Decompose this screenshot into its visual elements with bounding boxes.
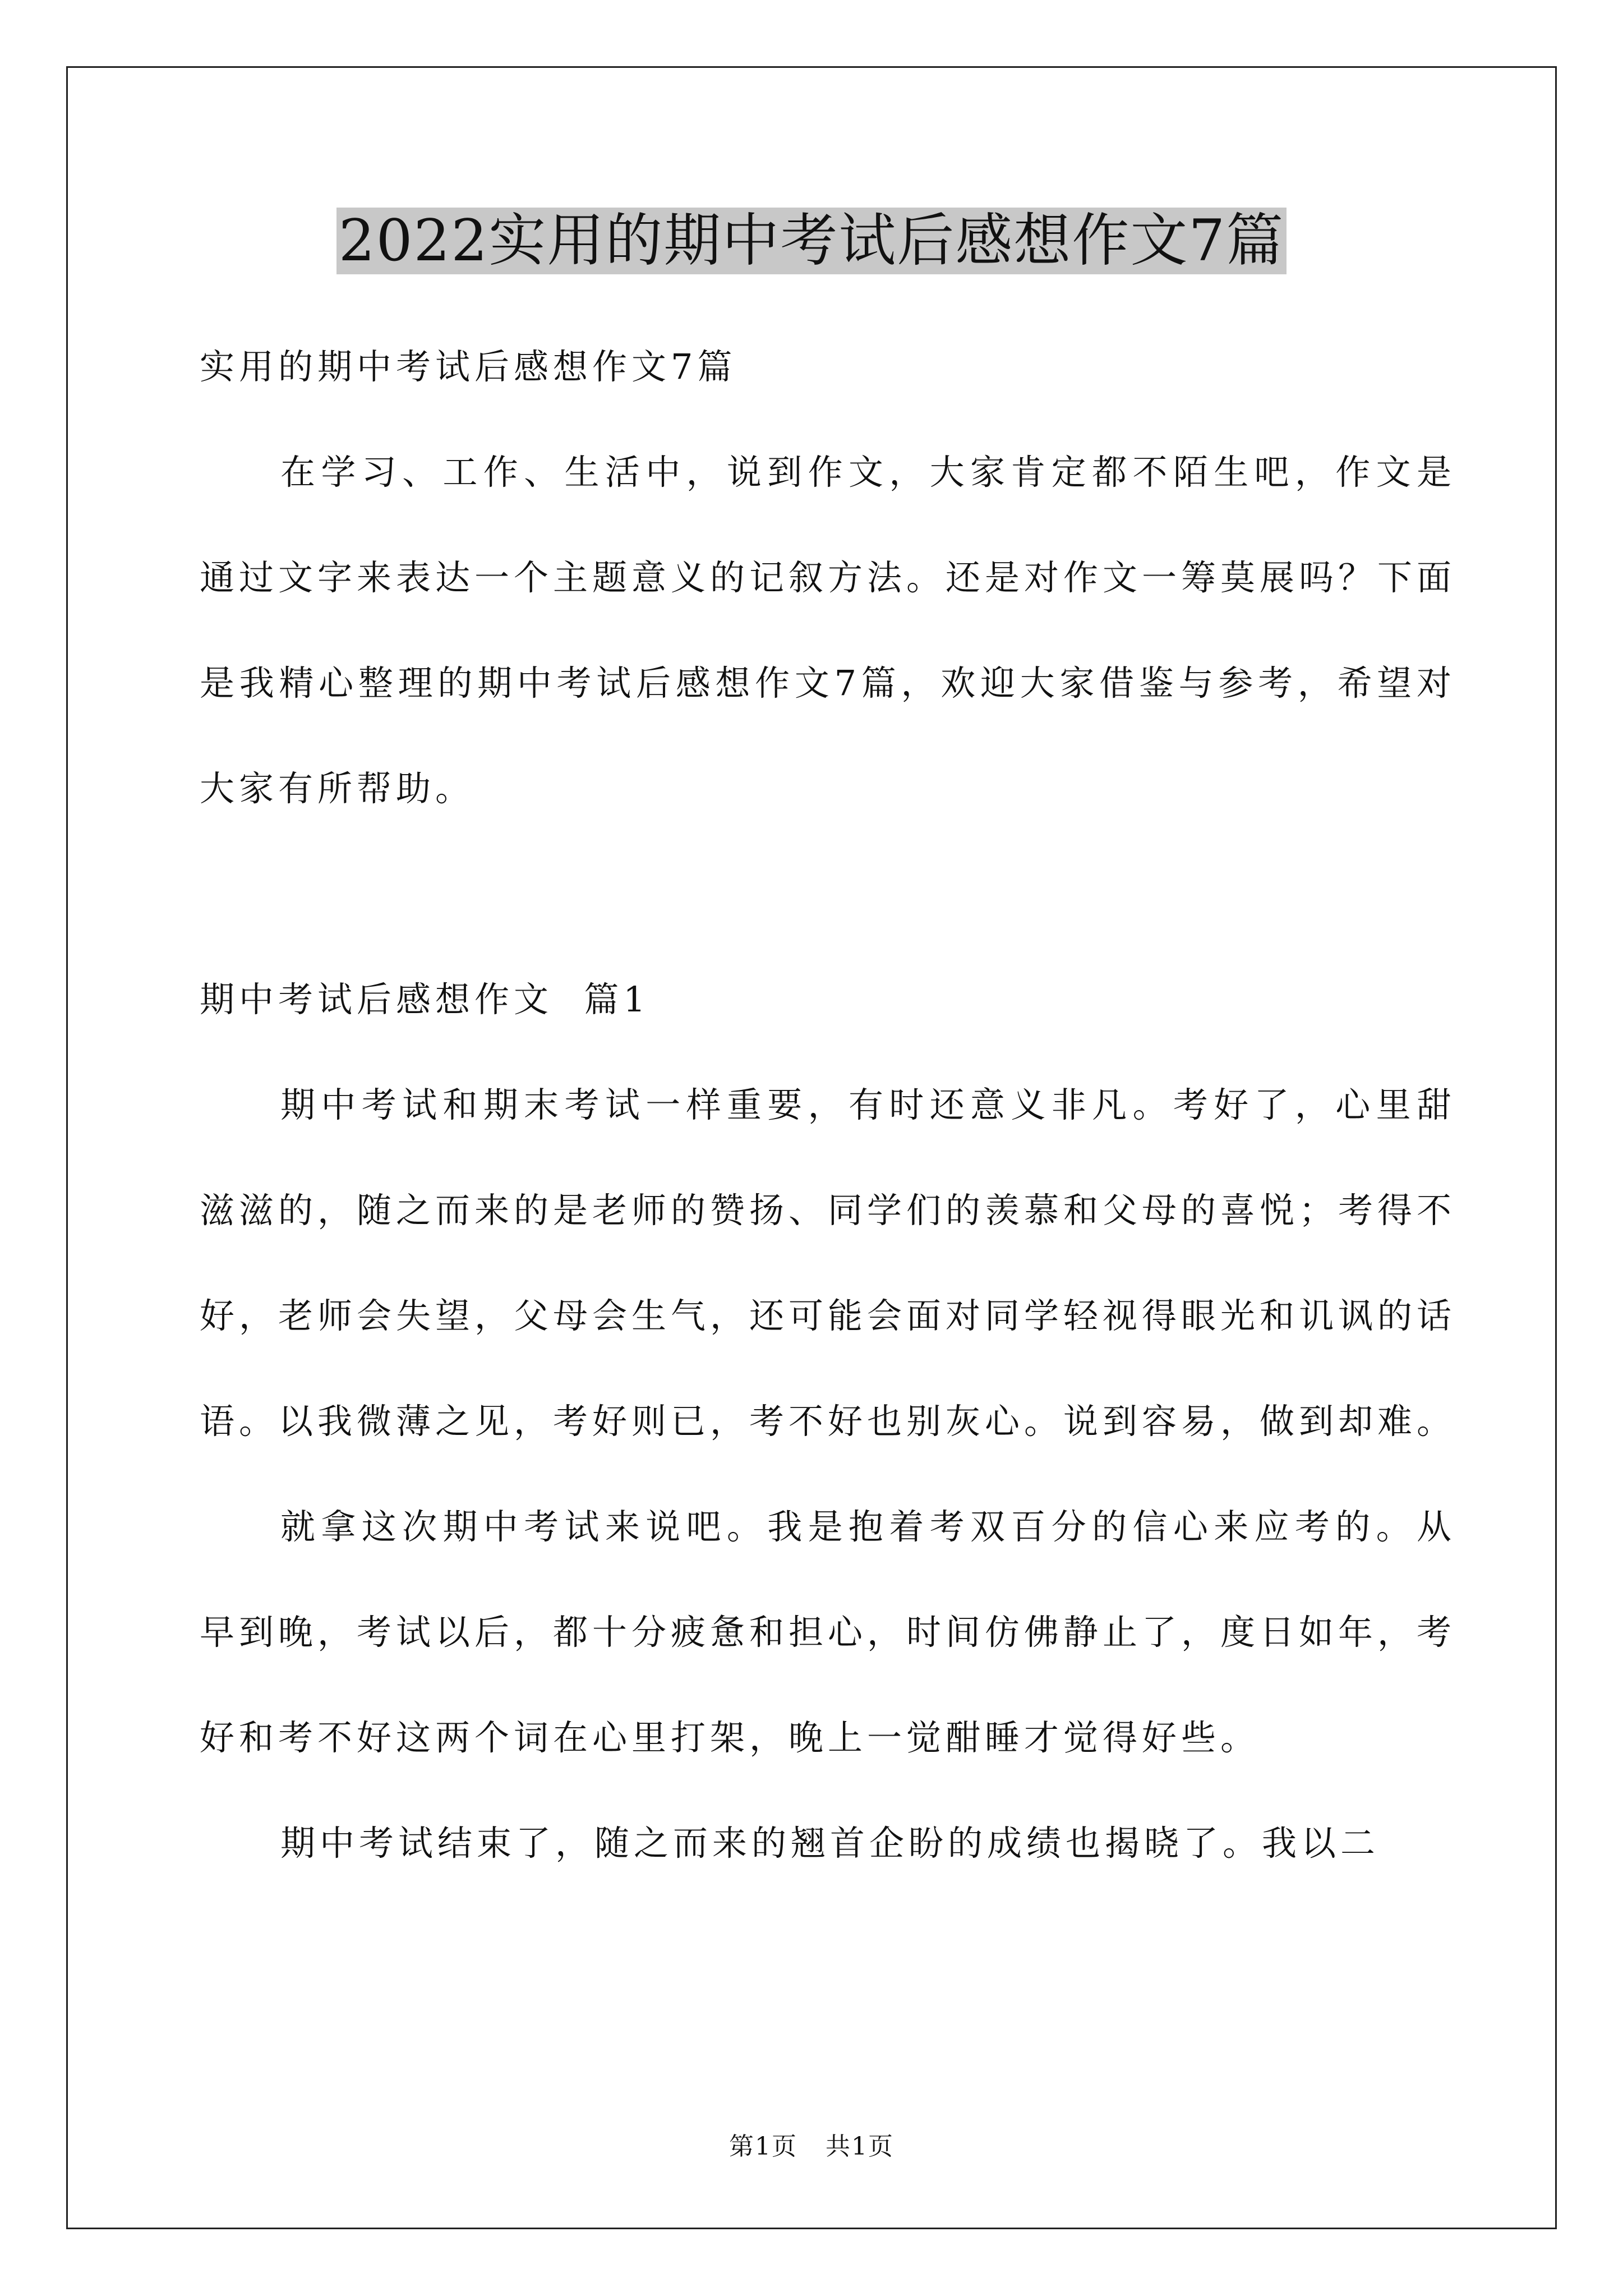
page-number-total: 共1页 bbox=[826, 2132, 894, 2161]
section-gap bbox=[200, 841, 1456, 947]
document-title-text: 2022实用的期中考试后感想作文7篇 bbox=[336, 208, 1287, 274]
document-title bbox=[0, 202, 1623, 280]
body-paragraph: 就拿这次期中考试来说吧。我是抱着考双百分的信心来应考的。从早到晚，考试以后，都十分疲惫和担心，时间仿佛静止了，度日如年，考好和考不好这两个词在心里打架，晚上一觉酣睡才觉得好些。 bbox=[200, 1506, 1456, 1758]
body-paragraph: 期中考试结束了，随之而来的翘首企盼的成绩也揭晓了。我以二 bbox=[280, 1823, 1380, 1864]
body-paragraph: 期中考试和期末考试一样重要，有时还意义非凡。考好了，心里甜滋滋的，随之而来的是老师的赞扬、同学们的羡慕和父母的喜悦；考得不好，老师会失望，父母会生气，还可能会面对同学轻视得眼光和讥讽的话语。以我微薄之见，考好则已，考不好也别灰心。说到容易，做到却难。 bbox=[200, 1084, 1456, 1442]
document-subtitle: 实用的期中考试后感想作文7篇 bbox=[200, 346, 737, 387]
document-body bbox=[200, 314, 1456, 1896]
intro-paragraph: 在学习、工作、生活中，说到作文，大家肯定都不陌生吧，作文是通过文字来表达一个主题意义的记叙方法。还是对作文一筹莫展吗？下面是我精心整理的期中考试后感想作文7篇，欢迎大家借鉴与参考，希望对大家有所帮助。 bbox=[200, 452, 1456, 809]
page-footer bbox=[0, 2126, 1623, 2162]
page-number-current: 第1页 bbox=[729, 2132, 797, 2161]
section-heading: 期中考试后感想作文 篇1 bbox=[200, 979, 650, 1020]
